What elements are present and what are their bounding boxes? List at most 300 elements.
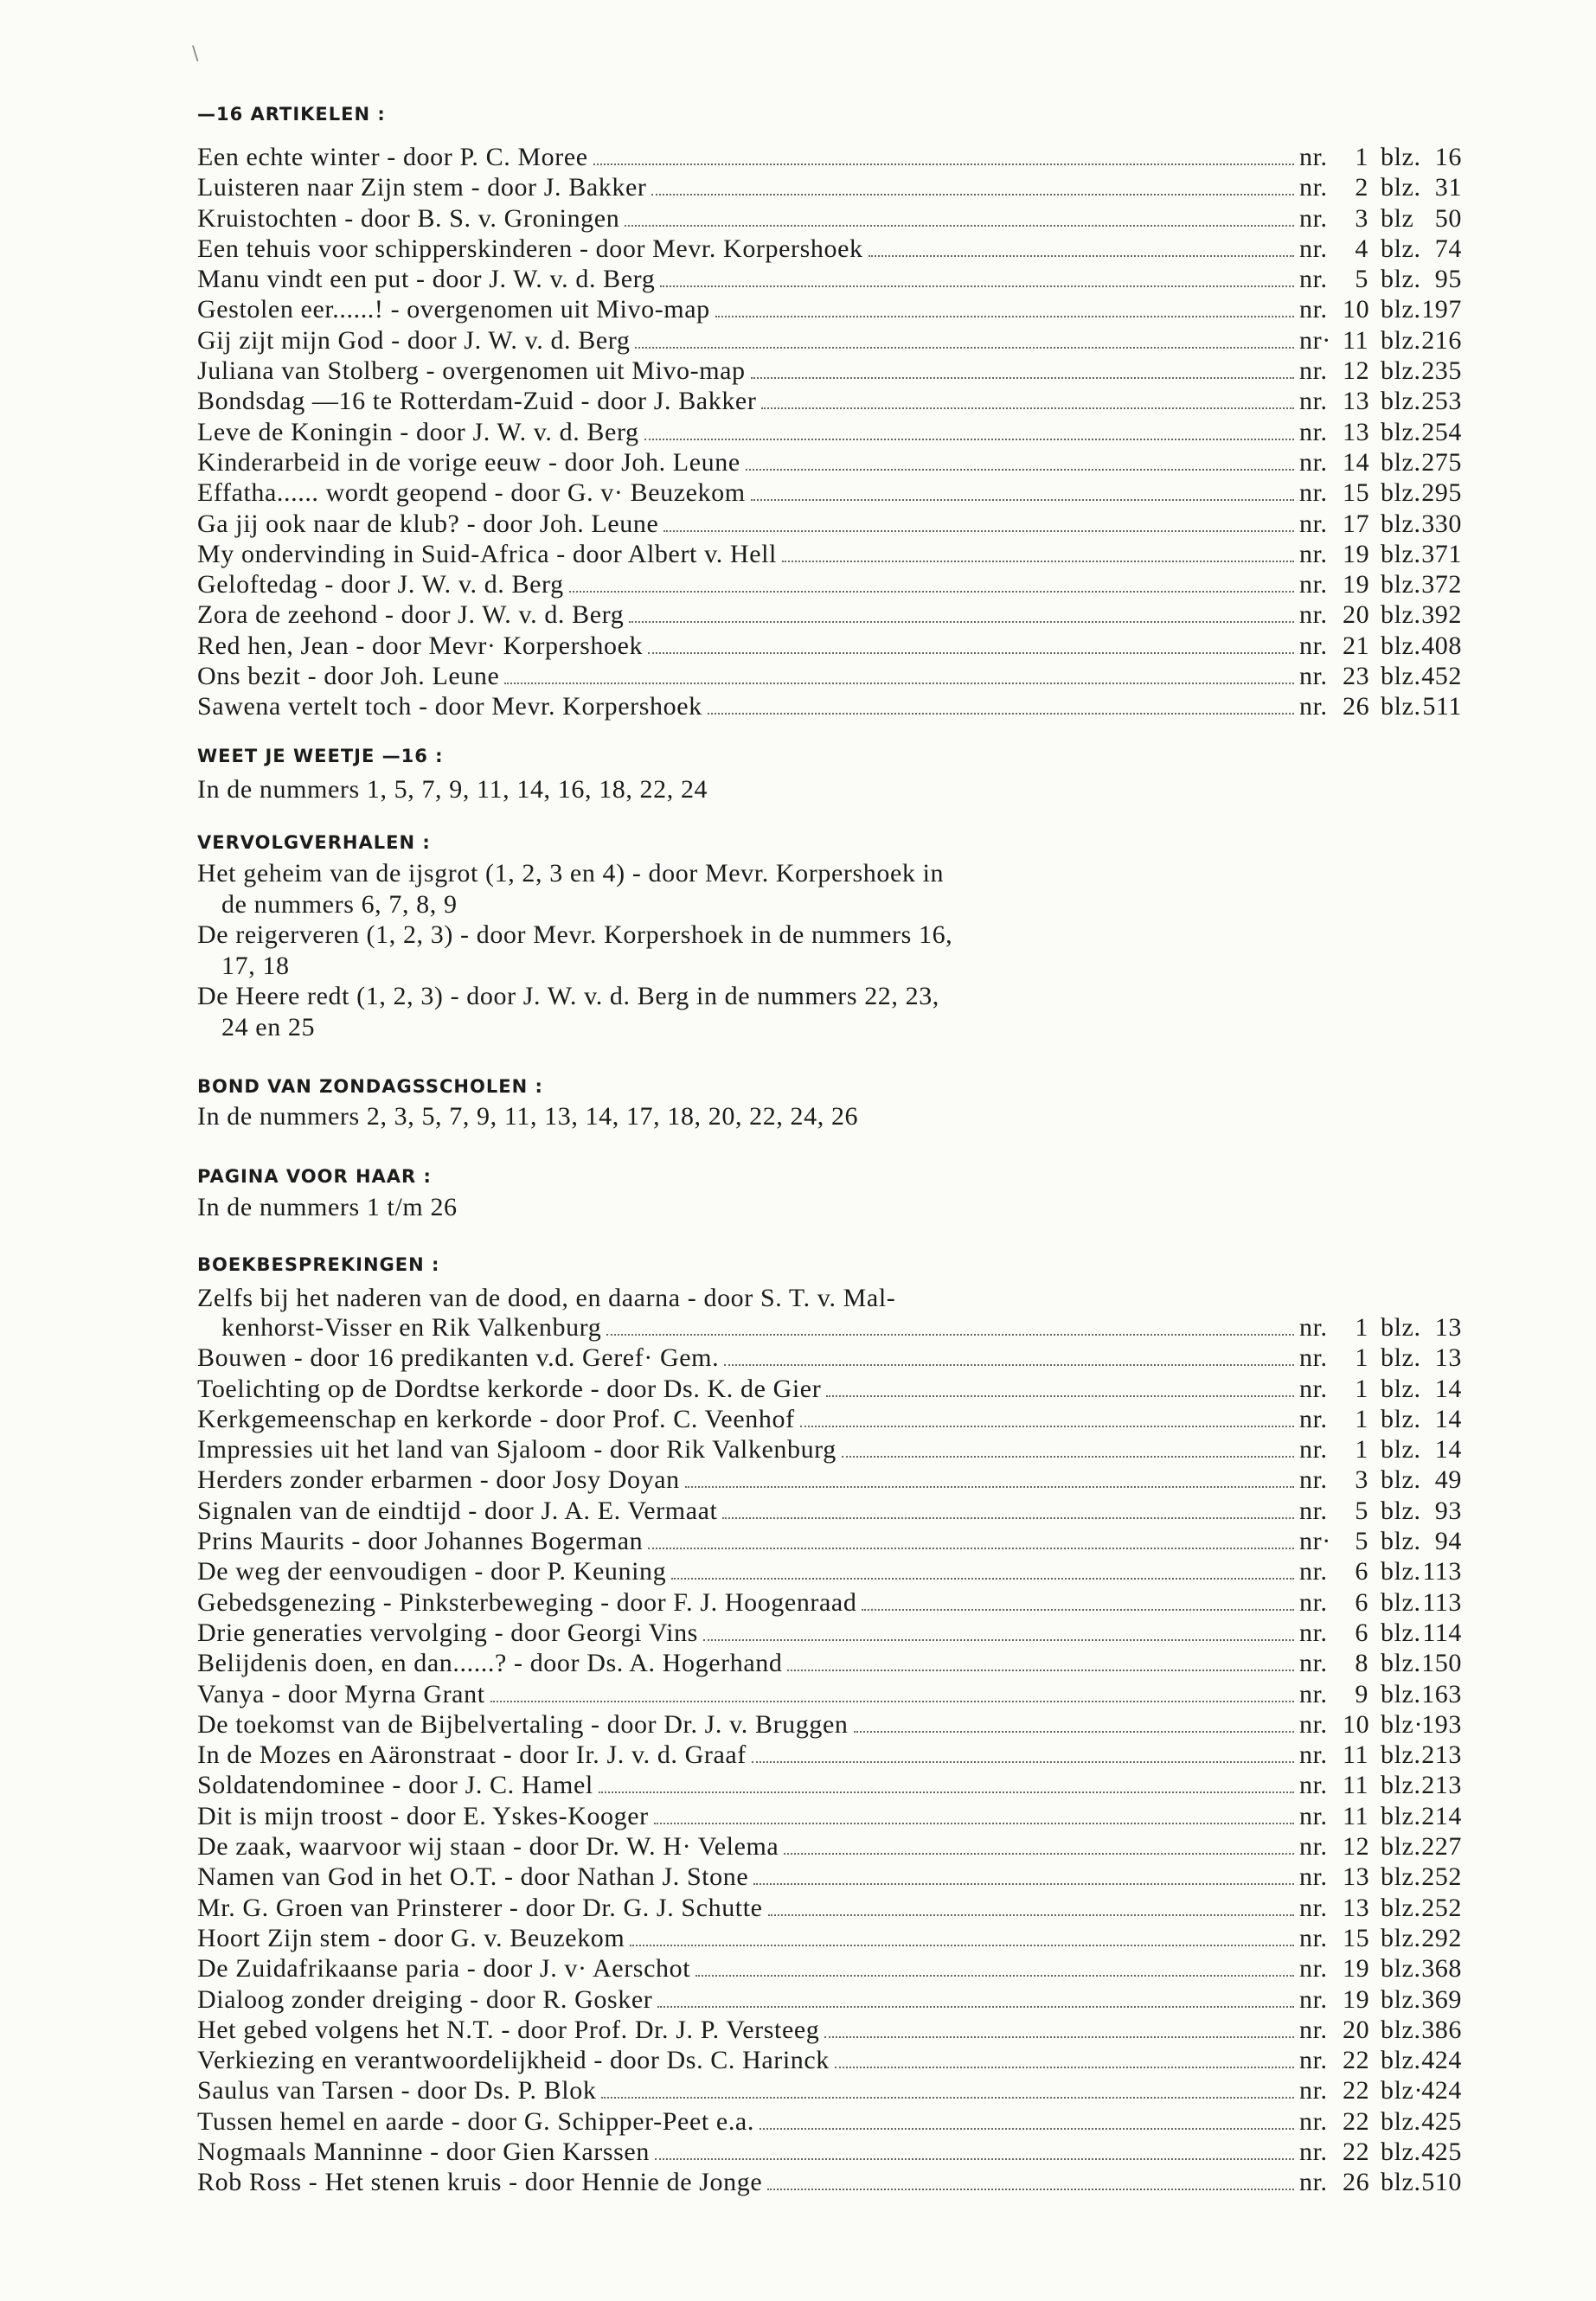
index-entry [197, 1862, 1462, 1893]
entry-page-number: 292 [1421, 1923, 1462, 1952]
entry-title: Het gebed volgens het N.T. - door Prof. Dr. J. P. Versteeg [197, 2015, 820, 2044]
dot-leader [787, 1670, 1294, 1671]
entry-title: Kerkgemeenschap en kerkorde - door Prof. C. Veenhof [197, 1404, 795, 1433]
index-entry [197, 662, 1462, 692]
entry-issue-number: 6 [1355, 1587, 1368, 1617]
entry-title: Toelichting op de Dordtse kerkorde - door Ds. K. de Gier [197, 1374, 822, 1403]
index-entry [197, 1740, 1462, 1771]
index-entry [197, 1894, 1462, 1924]
entry-blz-label: blz. [1381, 1374, 1421, 1403]
entry-issue-number: 13 [1343, 1862, 1370, 1892]
entry-page-number: 252 [1421, 1893, 1462, 1922]
index-entry [197, 1618, 1462, 1649]
entry-blz-label: blz. [1381, 2138, 1421, 2167]
entry-issue-number: 11 [1343, 1740, 1369, 1770]
entry-blz-label: blz. [1381, 1557, 1421, 1586]
entry-blz-label: blz. [1381, 1649, 1421, 1678]
entry-issue-number: 9 [1355, 1679, 1368, 1708]
dot-leader [630, 1945, 1294, 1946]
entry-page-number: 213 [1421, 1771, 1462, 1800]
dot-leader [601, 2097, 1294, 2099]
entry-blz-label: blz· [1381, 2076, 1424, 2106]
entry-page-number: 372 [1421, 570, 1462, 599]
entry-nr-label: nr. [1299, 1862, 1328, 1892]
entry-issue-number: 1 [1355, 1435, 1368, 1465]
dot-leader [724, 1364, 1294, 1366]
dot-leader [869, 255, 1294, 257]
entry-nr-label: nr. [1299, 2046, 1328, 2075]
entry-page-number: 424 [1421, 2076, 1462, 2106]
entry-issue-number: 1 [1355, 1313, 1368, 1342]
entry-title: Bondsdag —16 te Rotterdam-Zuid - door J. Bakker [197, 387, 757, 416]
entry-title: Sawena vertelt toch - door Mevr. Korpershoek [197, 692, 702, 721]
dot-leader [708, 713, 1294, 715]
entry-issue-number: 15 [1343, 1923, 1370, 1952]
bond-text: In de nummers 2, 3, 5, 7, 9, 11, 13, 14, 17, 18, 20, 22, 24, 26 [197, 1102, 859, 1131]
entry-nr-label: nr. [1299, 478, 1328, 508]
index-entry [197, 1954, 1462, 1984]
entry-nr-label: nr. [1299, 1771, 1328, 1800]
entry-title: Luisteren naar Zijn stem - door J. Bakker [197, 173, 647, 202]
index-entry [197, 173, 1462, 203]
entry-nr-label: nr. [1299, 1679, 1328, 1708]
entry-issue-number: 19 [1343, 539, 1370, 568]
entry-blz-label: blz. [1381, 325, 1421, 355]
entry-issue-number: 11 [1343, 1771, 1369, 1800]
entry-nr-label: nr. [1299, 570, 1328, 599]
index-entry [197, 1313, 1462, 1343]
entry-page-number: 93 [1434, 1496, 1462, 1525]
dot-leader [654, 1823, 1294, 1824]
entry-nr-label: nr. [1299, 1435, 1328, 1465]
entry-title: Hoort Zijn stem - door G. v. Beuzekom [197, 1923, 625, 1952]
dot-leader [593, 163, 1294, 165]
dot-leader [753, 1883, 1294, 1885]
entry-blz-label: blz. [1381, 447, 1421, 477]
entry-title: In de Mozes en Aäronstraat - door Ir. J. v. d. Graaf [197, 1740, 747, 1770]
entry-issue-number: 22 [1343, 2106, 1370, 2136]
entry-nr-label: nr. [1299, 2076, 1328, 2106]
entry-page-number: 13 [1434, 1343, 1462, 1373]
weetje-heading: WEET JE WEETJE —16 : [197, 746, 444, 766]
entry-page-number: 386 [1421, 2015, 1462, 2044]
entry-blz-label: blz. [1381, 1404, 1421, 1433]
entry-blz-label: blz. [1381, 1893, 1421, 1922]
entry-issue-number: 17 [1343, 509, 1370, 538]
entry-page-number: 163 [1421, 1679, 1462, 1708]
entry-nr-label: nr. [1299, 692, 1328, 721]
index-entry [197, 631, 1462, 662]
entry-blz-label: blz. [1381, 692, 1421, 721]
entry-title: Vanya - door Myrna Grant [197, 1679, 485, 1708]
entry-title: De Zuidafrikaanse paria - door J. v· Aerschot [197, 1954, 691, 1984]
index-entry [197, 326, 1462, 356]
entry-title: Dialoog zonder dreiging - door R. Gosker [197, 1984, 653, 2014]
entry-issue-number: 3 [1355, 203, 1368, 233]
index-entry [197, 1557, 1462, 1587]
dot-leader [629, 621, 1294, 623]
index-entry [197, 1405, 1462, 1435]
vervolg-heading: VERVOLGVERHALEN : [197, 832, 431, 853]
entry-blz-label: blz. [1381, 1313, 1421, 1342]
entry-page-number: 371 [1421, 539, 1462, 568]
index-entry [197, 1924, 1462, 1954]
entry-title: Signalen van de eindtijd - door J. A. E. Vermaat [197, 1496, 718, 1525]
entry-blz-label: blz· [1381, 1709, 1424, 1739]
entry-blz-label: blz. [1381, 631, 1421, 660]
entry-nr-label: nr. [1299, 1465, 1328, 1495]
dot-leader [862, 1609, 1294, 1611]
entry-page-number: 275 [1421, 447, 1462, 477]
vervolg-line: de nummers 6, 7, 8, 9 [221, 889, 458, 919]
dot-leader [800, 1426, 1294, 1427]
entry-title: Nogmaals Manninne - door Gien Karssen [197, 2138, 650, 2167]
entry-blz-label: blz. [1381, 2168, 1421, 2197]
entry-issue-number: 1 [1355, 143, 1368, 171]
vervolg-line: Het geheim van de ijsgrot (1, 2, 3 en 4) - door Mevr. Korpershoek in [197, 859, 945, 888]
vervolg-line: 24 en 25 [221, 1012, 316, 1042]
entry-title: Prins Maurits - door Johannes Bogerman [197, 1527, 644, 1556]
entry-issue-number: 5 [1355, 265, 1368, 294]
entry-page-number: 50 [1434, 203, 1462, 233]
entry-title: De weg der eenvoudigen - door P. Keuning [197, 1557, 667, 1586]
entry-blz-label: blz. [1381, 1862, 1421, 1892]
entry-title: Een echte winter - door P. C. Moree [197, 143, 588, 171]
entry-page-number: 408 [1421, 631, 1462, 660]
index-entry [197, 387, 1462, 417]
entry-nr-label: nr. [1299, 662, 1328, 691]
entry-blz-label: blz. [1381, 1771, 1421, 1800]
dot-leader [660, 285, 1294, 287]
vervolg-line: De reigerveren (1, 2, 3) - door Mevr. Korpershoek in de nummers 16, [197, 920, 953, 949]
vervolg-line: 17, 18 [221, 951, 290, 980]
entry-blz-label: blz. [1381, 662, 1421, 691]
entry-page-number: 13 [1434, 1313, 1462, 1342]
entry-page-number: 510 [1421, 2168, 1462, 2197]
entry-nr-label: nr· [1299, 325, 1331, 355]
entry-issue-number: 14 [1343, 447, 1370, 477]
entry-issue-number: 15 [1343, 478, 1370, 508]
index-entry [197, 143, 1462, 173]
entry-page-number: 31 [1434, 173, 1462, 202]
dot-leader [644, 439, 1294, 440]
dot-leader [835, 2067, 1294, 2068]
entry-issue-number: 5 [1355, 1527, 1368, 1556]
entry-blz-label: blz. [1381, 2106, 1421, 2136]
entry-nr-label: nr. [1299, 1313, 1328, 1342]
entry-blz-label: blz. [1381, 356, 1421, 386]
entry-blz-label: blz. [1381, 295, 1421, 324]
entry-issue-number: 10 [1343, 295, 1370, 324]
dot-leader [824, 2036, 1294, 2038]
entry-blz-label: blz. [1381, 1801, 1421, 1830]
entry-title: Dit is mijn troost - door E. Yskes-Kooger [197, 1801, 649, 1830]
entry-issue-number: 19 [1343, 1954, 1370, 1984]
entry-nr-label: nr. [1299, 234, 1328, 263]
entry-issue-number: 20 [1343, 600, 1370, 630]
entry-nr-label: nr. [1299, 1923, 1328, 1952]
entry-nr-label: nr. [1299, 1649, 1328, 1678]
entry-blz-label: blz. [1381, 1343, 1421, 1373]
entry-title: Red hen, Jean - door Mevr· Korpershoek [197, 631, 644, 660]
entry-blz-label: blz. [1381, 509, 1421, 538]
entry-title: Gebedsgenezing - Pinksterbeweging - door F. J. Hoogenraad [197, 1587, 857, 1617]
dot-leader [784, 1853, 1294, 1855]
entry-title: Mr. G. Groen van Prinsterer - door Dr. G. J. Schutte [197, 1893, 763, 1922]
dot-leader [703, 1639, 1294, 1641]
index-entry [197, 1771, 1462, 1801]
entry-page-number: 16 [1434, 143, 1462, 171]
entry-blz-label: blz. [1381, 1740, 1421, 1770]
dot-leader [504, 683, 1294, 684]
entry-page-number: 235 [1421, 356, 1462, 386]
entry-title: Saulus van Tarsen - door Ds. P. Blok [197, 2076, 597, 2106]
entry-nr-label: nr. [1299, 1984, 1328, 2014]
entry-nr-label: nr. [1299, 600, 1328, 630]
dot-leader [685, 1486, 1294, 1488]
entry-nr-label: nr. [1299, 387, 1328, 416]
entry-title: De toekomst van de Bijbelvertaling - door Dr. J. v. Bruggen [197, 1709, 849, 1739]
dot-leader [746, 469, 1294, 471]
dot-leader [782, 561, 1294, 562]
entry-issue-number: 11 [1343, 1801, 1369, 1830]
entry-page-number: 216 [1421, 325, 1462, 355]
entry-title: Rob Ross - Het stenen kruis - door Hennie de Jonge [197, 2168, 763, 2197]
index-entry [197, 234, 1462, 265]
entry-nr-label: nr. [1299, 173, 1328, 202]
entry-page-number: 14 [1434, 1404, 1462, 1433]
entry-nr-label: nr. [1299, 203, 1328, 233]
entry-nr-label: nr. [1299, 356, 1328, 386]
entry-blz-label: blz. [1381, 1618, 1421, 1647]
entry-issue-number: 6 [1355, 1618, 1368, 1647]
entry-nr-label: nr. [1299, 265, 1328, 294]
entry-title: Ga jij ook naar de klub? - door Joh. Leune [197, 509, 659, 538]
entry-blz-label: blz. [1381, 570, 1421, 599]
entry-page-number: 113 [1422, 1587, 1462, 1617]
index-entry [197, 1649, 1462, 1679]
entry-blz-label: blz. [1381, 234, 1421, 263]
entry-nr-label: nr. [1299, 1374, 1328, 1403]
entry-nr-label: nr. [1299, 2015, 1328, 2044]
dot-leader [648, 1548, 1294, 1549]
entry-blz-label: blz. [1381, 265, 1421, 294]
entry-nr-label: nr. [1299, 143, 1328, 171]
entry-nr-label: nr. [1299, 2138, 1328, 2167]
entry-nr-label: nr. [1299, 539, 1328, 568]
entry-blz-label: blz. [1381, 539, 1421, 568]
dot-leader [842, 1456, 1294, 1458]
entry-blz-label: blz. [1381, 1435, 1421, 1465]
entry-nr-label: nr. [1299, 2106, 1328, 2136]
entry-blz-label: blz. [1381, 1527, 1421, 1556]
index-entry [197, 1527, 1462, 1557]
entry-title: Manu vindt een put - door J. W. v. d. Berg [197, 265, 656, 294]
dot-leader [657, 2006, 1294, 2008]
entry-issue-number: 12 [1343, 1832, 1370, 1862]
entry-page-number: 197 [1421, 295, 1462, 324]
corner-mark: \ [192, 43, 199, 65]
dot-leader [826, 1395, 1294, 1397]
entry-title: Zora de zeehond - door J. W. v. d. Berg [197, 600, 625, 630]
index-entry [197, 540, 1462, 570]
entry-issue-number: 23 [1343, 662, 1370, 691]
entry-title: Gij zijt mijn God - door J. W. v. d. Berg [197, 325, 631, 355]
entry-title: My ondervinding in Suid-Africa - door Albert v. Hell [197, 539, 777, 568]
bond-heading: BOND VAN ZONDAGSSCHOLEN : [197, 1076, 543, 1097]
entry-blz-label: blz. [1381, 1923, 1421, 1952]
index-entry [197, 692, 1462, 722]
entry-title: Leve de Koningin - door J. W. v. d. Berg [197, 417, 639, 446]
entry-blz-label: blz. [1381, 173, 1421, 202]
index-entry [197, 204, 1462, 234]
index-entry [197, 1588, 1462, 1618]
entry-issue-number: 1 [1355, 1374, 1368, 1403]
dot-leader [599, 1791, 1294, 1793]
entry-issue-number: 6 [1355, 1557, 1368, 1586]
entry-nr-label: nr. [1299, 1404, 1328, 1433]
entry-blz-label: blz. [1381, 478, 1421, 508]
index-entry [197, 2016, 1462, 2046]
entry-title: Verkiezing en verantwoordelijkheid - door Ds. C. Harinck [197, 2046, 830, 2075]
vervolg-line: De Heere redt (1, 2, 3) - door J. W. v. d. Berg in de nummers 22, 23, [197, 982, 939, 1010]
entry-issue-number: 19 [1343, 570, 1370, 599]
entry-issue-number: 4 [1355, 234, 1368, 263]
entry-page-number: 424 [1421, 2046, 1462, 2075]
entry-blz-label: blz. [1381, 417, 1421, 446]
entry-issue-number: 26 [1343, 2168, 1370, 2197]
entry-title: Juliana van Stolberg - overgenomen uit Mivo-map [197, 356, 746, 386]
entry-blz-label: blz. [1381, 1496, 1421, 1525]
entry-issue-number: 22 [1343, 2076, 1370, 2106]
entry-nr-label: nr. [1299, 1618, 1328, 1647]
dot-leader [655, 2158, 1294, 2160]
entry-blz-label: blz. [1381, 143, 1421, 171]
entry-title: Drie generaties vervolging - door Georgi Vins [197, 1618, 698, 1647]
entry-blz-label: blz [1381, 203, 1414, 233]
dot-leader [490, 1701, 1294, 1702]
entry-nr-label: nr. [1299, 417, 1328, 446]
dot-leader [569, 591, 1294, 593]
entry-page-number: 150 [1421, 1649, 1462, 1678]
index-entry [197, 2046, 1462, 2076]
entry-issue-number: 3 [1355, 1465, 1368, 1495]
entry-nr-label: nr. [1299, 1557, 1328, 1586]
entry-page-number: 214 [1421, 1801, 1462, 1830]
entry-nr-label: nr. [1299, 1496, 1328, 1525]
entry-page-number: 330 [1421, 509, 1462, 538]
entry-page-number: 425 [1421, 2106, 1462, 2136]
dot-leader [722, 1517, 1294, 1519]
entry-nr-label: nr. [1299, 295, 1328, 324]
entry-title: Herders zonder erbarmen - door Josy Doyan [197, 1465, 680, 1495]
boek-list [197, 1313, 1462, 2199]
entry-blz-label: blz. [1381, 600, 1421, 630]
entry-title: Bouwen - door 16 predikanten v.d. Geref· Gem. [197, 1343, 720, 1373]
entry-page-number: 253 [1421, 387, 1462, 416]
entry-nr-label: nr. [1299, 631, 1328, 660]
index-entry [197, 2168, 1462, 2198]
entry-nr-label: nr. [1299, 1801, 1328, 1830]
entry-page-number: 392 [1421, 600, 1462, 630]
index-entry [197, 1985, 1462, 2016]
entry-issue-number: 2 [1355, 173, 1368, 202]
entry-page-number: 254 [1421, 417, 1462, 446]
dot-leader [671, 1578, 1294, 1580]
entry-issue-number: 22 [1343, 2138, 1370, 2167]
dot-leader [752, 1761, 1294, 1763]
index-entry [197, 570, 1462, 600]
index-entry [197, 295, 1462, 325]
entry-page-number: 227 [1421, 1832, 1462, 1862]
entry-title: Tussen hemel en aarde - door G. Schipper-Peet e.a. [197, 2106, 754, 2136]
index-entry [197, 448, 1462, 478]
index-entry [197, 356, 1462, 387]
dot-leader [760, 2128, 1294, 2130]
entry-nr-label: nr. [1299, 1587, 1328, 1617]
entry-page-number: 14 [1434, 1435, 1462, 1465]
entry-issue-number: 11 [1343, 325, 1369, 355]
entry-title: Soldatendominee - door J. C. Hamel [197, 1771, 593, 1800]
index-entry [197, 1802, 1462, 1832]
entry-issue-number: 13 [1343, 387, 1370, 416]
entry-page-number: 295 [1421, 478, 1462, 508]
entry-title: Effatha...... wordt geopend - door G. v· Beuzekom [197, 478, 746, 508]
dot-leader [625, 225, 1294, 227]
entry-page-number: 94 [1434, 1527, 1462, 1556]
entry-issue-number: 13 [1343, 417, 1370, 446]
entry-nr-label: nr. [1299, 447, 1328, 477]
entry-page-number: 368 [1421, 1954, 1462, 1984]
entry-blz-label: blz. [1381, 1465, 1421, 1495]
entry-issue-number: 10 [1343, 1709, 1370, 1739]
entry-blz-label: blz. [1381, 1832, 1421, 1862]
index-entry [197, 1680, 1462, 1710]
entry-title: Kinderarbeid in de vorige eeuw - door Joh. Leune [197, 447, 740, 477]
entry-title: Geloftedag - door J. W. v. d. Berg [197, 570, 564, 599]
entry-blz-label: blz. [1381, 2015, 1421, 2044]
index-entry [197, 2138, 1462, 2168]
index-entry [197, 1375, 1462, 1405]
entry-page-number: 14 [1434, 1374, 1462, 1403]
entry-page-number: 74 [1434, 234, 1462, 263]
index-entry [197, 1465, 1462, 1496]
entry-page-number: 252 [1421, 1862, 1462, 1892]
entry-page-number: 511 [1422, 692, 1462, 721]
entry-issue-number: 5 [1355, 1496, 1368, 1525]
entry-blz-label: blz. [1381, 1679, 1421, 1708]
index-entry [197, 1497, 1462, 1527]
entry-page-number: 369 [1421, 1984, 1462, 2014]
artikelen-heading: —16 ARTIKELEN : [197, 104, 386, 125]
entry-issue-number: 20 [1343, 2015, 1370, 2044]
index-entry [197, 1435, 1462, 1465]
entry-title: Ons bezit - door Joh. Leune [197, 662, 500, 691]
dot-leader [768, 1914, 1294, 1916]
entry-title: Gestolen eer......! - overgenomen uit Mivo-map [197, 295, 710, 324]
entry-issue-number: 21 [1343, 631, 1370, 660]
entry-title: Een tehuis voor schipperskinderen - door Mevr. Korpershoek [197, 234, 863, 263]
artikelen-list [197, 143, 1462, 723]
entry-blz-label: blz. [1381, 1587, 1421, 1617]
dot-leader [606, 1334, 1294, 1336]
entry-page-number: 452 [1421, 662, 1462, 691]
entry-title: Namen van God in het O.T. - door Nathan J. Stone [197, 1862, 749, 1892]
entry-title: Impressies uit het land van Sjaloom - door Rik Valkenburg [197, 1435, 836, 1465]
entry-issue-number: 12 [1343, 356, 1370, 386]
boek-heading: BOEKBESPREKINGEN : [197, 1254, 440, 1275]
entry-issue-number: 13 [1343, 1893, 1370, 1922]
